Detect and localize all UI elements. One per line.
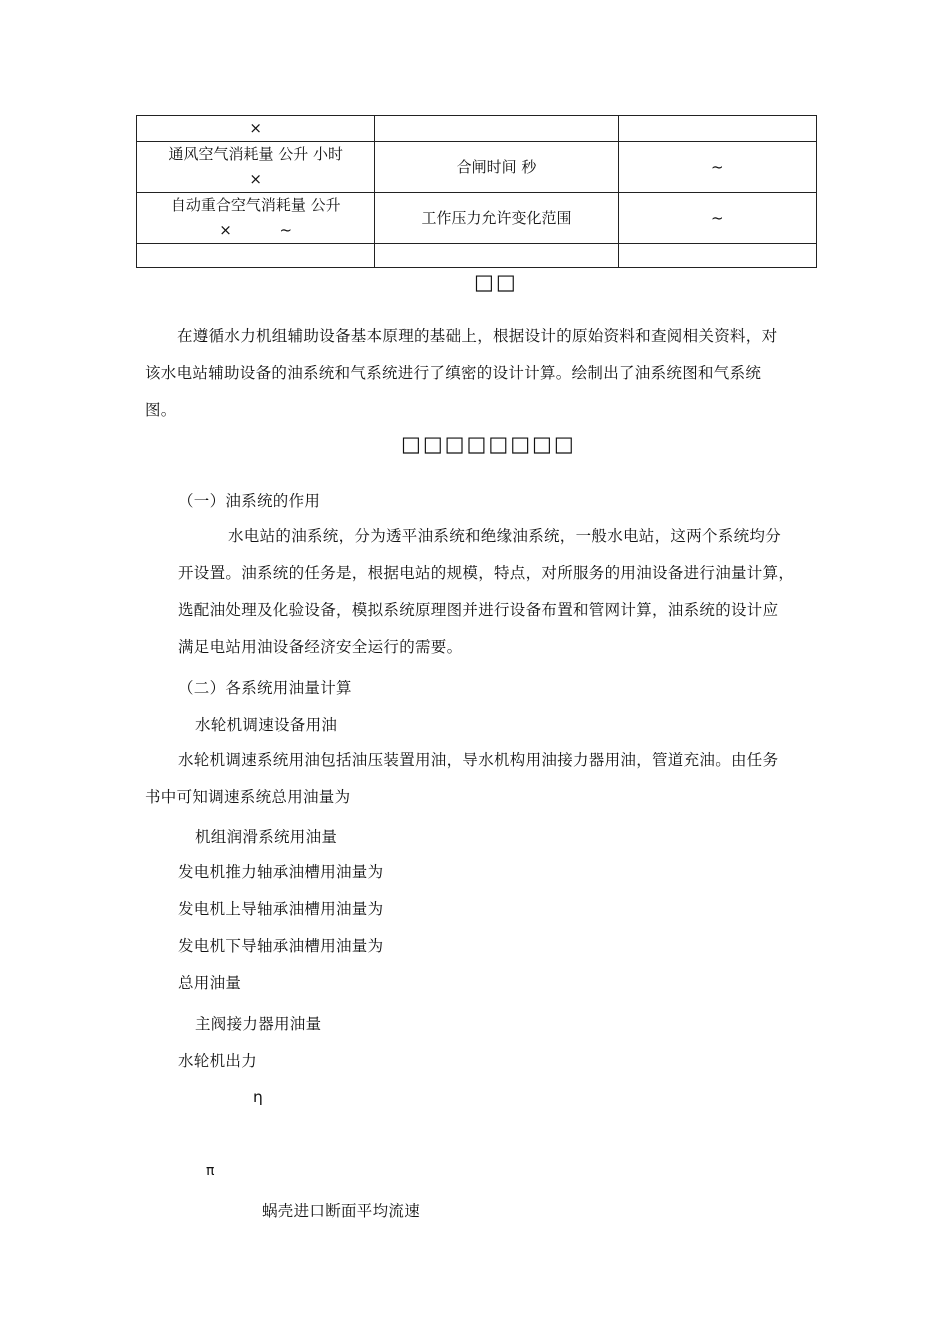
text-line: 书中可知调速系统总用油量为: [145, 788, 351, 806]
text-line: 水轮机调速系统用油包括油压装置用油，导水机构用油接力器用油，管道充油。由任务: [178, 751, 779, 769]
subsection-title: 水轮机调速设备用油: [195, 716, 338, 734]
text-line: 水轮机出力: [178, 1052, 258, 1070]
table-cell: [375, 142, 618, 193]
intro-paragraph: [145, 318, 777, 429]
table-cell: [618, 193, 816, 244]
cell-line: 通风空气消耗量 公升 小时: [168, 145, 343, 163]
text-line: 满足电站用油设备经济安全运行的需要。: [178, 638, 463, 656]
cell-line: 工作压力允许变化范围: [421, 208, 572, 227]
sub-1-paragraph: [145, 742, 778, 816]
table-row: [137, 142, 817, 193]
table-cell: [375, 244, 618, 268]
table-cell: [618, 244, 816, 268]
text-line: 选配油处理及化验设备，模拟系统原理图并进行设备布置和管网计算，油系统的设计应: [178, 601, 779, 619]
table-row: [137, 116, 817, 142]
pi-symbol: π: [206, 1163, 215, 1179]
cell-line: × ~: [219, 221, 293, 239]
text-line: 蜗壳进口断面平均流速: [262, 1202, 421, 1220]
text-line: 总用油量: [178, 974, 242, 992]
text-line: 在遵循水力机组辅助设备基本原理的基础上，根据设计的原始资料和查阅相关资料，对: [177, 327, 778, 345]
cell-line: ~: [711, 208, 724, 227]
section-title: （二）各系统用油量计算: [178, 679, 352, 697]
text-line: 该水电站辅助设备的油系统和气系统进行了缜密的设计计算。绘制出了油系统图和气系统: [145, 364, 762, 382]
cell-line: ×: [249, 170, 262, 188]
eta-symbol: η: [253, 1088, 264, 1106]
table-cell: [137, 116, 375, 142]
table-cell: [618, 142, 816, 193]
table-cell: [137, 142, 375, 193]
table-cell: [618, 116, 816, 142]
cell-line: ×: [249, 119, 262, 137]
text-line: 发电机推力轴承油槽用油量为: [178, 863, 384, 881]
text-line: 发电机下导轴承油槽用油量为: [178, 937, 384, 955]
table-cell: [137, 244, 375, 268]
subsection-title: 主阀接力器用油量: [195, 1015, 322, 1033]
text-line: 图。: [145, 401, 177, 419]
table-row: [137, 244, 817, 268]
oil-lines: [178, 854, 383, 1002]
table-cell: [375, 193, 618, 244]
text-line: 发电机上导轴承油槽用油量为: [178, 900, 384, 918]
table-cell: [137, 193, 375, 244]
table-row: [137, 193, 817, 244]
cell-line: 自动重合空气消耗量 公升: [170, 196, 341, 214]
table-cell: [375, 116, 618, 142]
section-title: （一）油系统的作用: [178, 492, 321, 510]
spec-table: [136, 115, 817, 268]
cell-line: ~: [711, 157, 724, 176]
heading-2: □□□□□□□□: [401, 432, 576, 456]
text-line: 水电站的油系统，分为透平油系统和绝缘油系统，一般水电站，这两个系统均分: [228, 527, 782, 545]
cell-line: 合闸时间 秒: [456, 157, 537, 176]
subsection-title: 机组润滑系统用油量: [195, 828, 338, 846]
heading-1: □□: [474, 270, 518, 294]
section-1-paragraph: [178, 518, 794, 666]
text-line: 开设置。油系统的任务是，根据电站的规模，特点，对所服务的用油设备进行油量计算，: [178, 564, 795, 582]
